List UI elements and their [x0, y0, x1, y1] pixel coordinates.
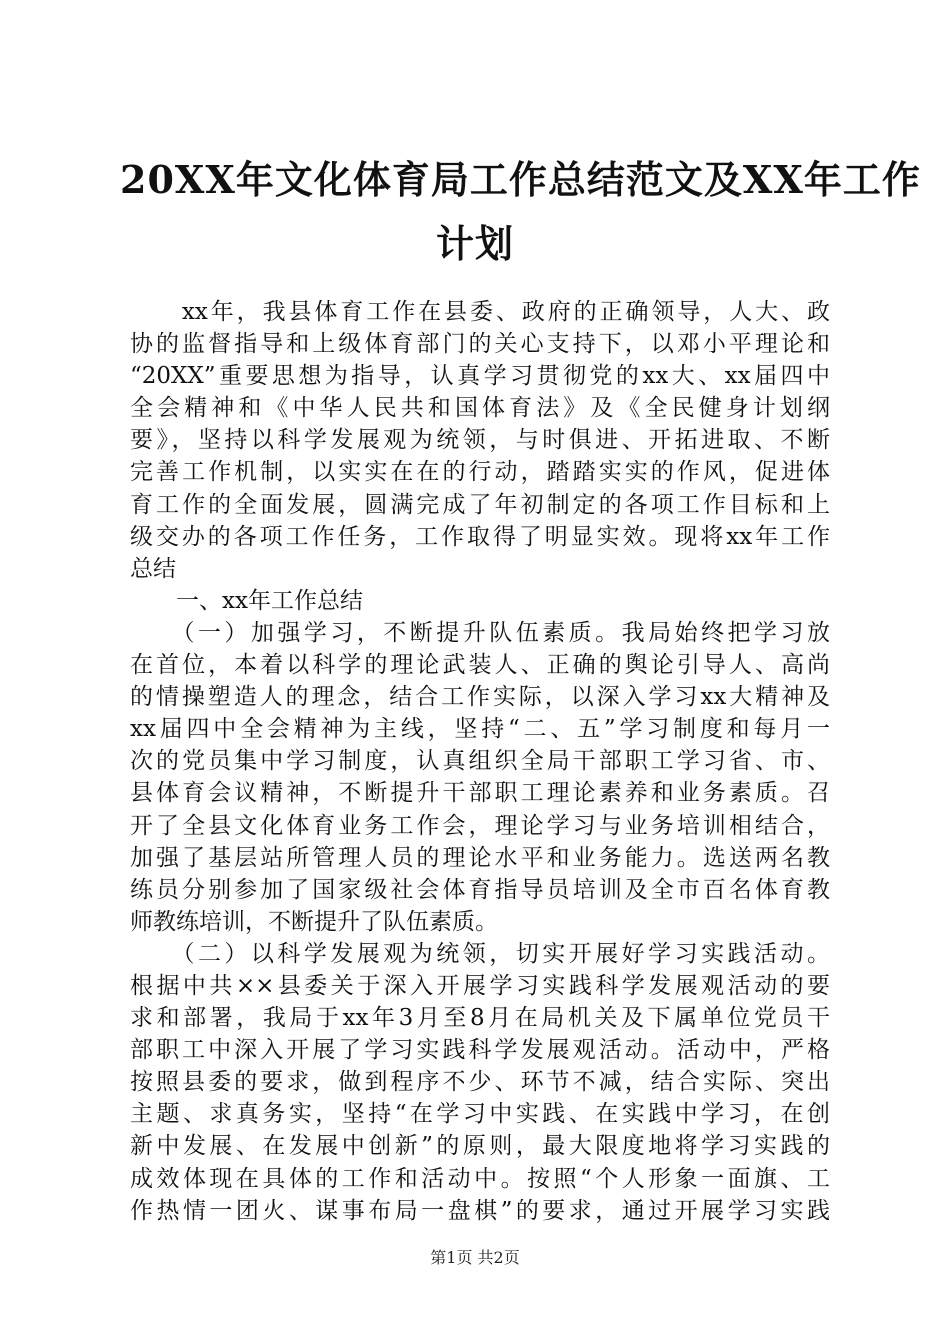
text-line: 次的党员集中学习制度，认真组织全局干部职工学习省、市、 [130, 748, 830, 775]
text-line: xx届四中全会精神为主线，坚持“二、五”学习制度和每月一 [130, 716, 830, 743]
text-line: 主题、求真务实，坚持“在学习中实践、在实践中学习，在创 [130, 1101, 830, 1128]
page-footer: 第1页 共2页 [430, 1248, 520, 1267]
text-line: 师教练培训，不断提升了队伍素质。 [130, 908, 498, 935]
text-line: 部职工中深入开展了学习实践科学发展观活动。活动中，严格 [130, 1037, 830, 1064]
text-line: 在首位，本着以科学的理论武装人、正确的舆论引导人、高尚 [130, 652, 830, 679]
text-line: （一）加强学习，不断提升队伍素质。我局始终把学习放 [130, 619, 830, 646]
text-line: 完善工作机制，以实实在在的行动，踏踏实实的作风，促进体 [130, 459, 830, 486]
text-line: 求和部署，我局于xx年3月至8月在局机关及下属单位党员干 [130, 1005, 830, 1032]
text-line: 的情操塑造人的理念，结合工作实际，以深入学习xx大精神及 [130, 684, 830, 711]
text-line: 按照县委的要求，做到程序不少、环节不减，结合实际、突出 [130, 1069, 830, 1096]
text-line: 总结 [130, 555, 176, 582]
paragraph-lines [130, 296, 830, 1227]
text-line: 作热情一团火、谋事布局一盘棋”的要求，通过开展学习实践 [130, 1197, 830, 1224]
text-line: 加强了基层站所管理人员的理论水平和业务能力。选送两名教 [130, 844, 830, 871]
text-line: （二）以科学发展观为统领，切实开展好学习实践活动。 [130, 940, 830, 967]
text-line: 一、xx年工作总结 [130, 587, 363, 614]
text-line: 县体育会议精神，不断提升干部职工理论素养和业务素质。召 [130, 780, 830, 807]
text-line: 新中发展、在发展中创新”的原则，最大限度地将学习实践的 [130, 1133, 830, 1160]
text-line: 育工作的全面发展，圆满完成了年初制定的各项工作目标和上 [130, 491, 830, 518]
text-line: 要》，坚持以科学发展观为统领，与时俱进、开拓进取、不断 [130, 427, 830, 454]
text-line: 成效体现在具体的工作和活动中。按照“个人形象一面旗、工 [130, 1165, 830, 1192]
text-line: 根据中共××县委关于深入开展学习实践科学发展观活动的要 [130, 972, 830, 999]
text-line: 协的监督指导和上级体育部门的关心支持下，以邓小平理论和 [130, 331, 830, 358]
document-title-line-2: 计划 [435, 221, 514, 266]
text-line: 全会精神和《中华人民共和国体育法》及《全民健身计划纲 [130, 395, 830, 422]
text-line: 练员分别参加了国家级社会体育指导员培训及全市百名体育教 [130, 876, 830, 903]
text-line: xx年，我县体育工作在县委、政府的正确领导，人大、政 [130, 299, 830, 325]
text-line: 开了全县文化体育业务工作会，理论学习与业务培训相结合， [130, 812, 830, 839]
text-line: “20XX”重要思想为指导，认真学习贯彻党的xx大、xx届四中 [130, 363, 830, 390]
document-title-line-1: 20XX年文化体育局工作总结范文及XX年工作 [120, 157, 921, 202]
text-line: 级交办的各项工作任务，工作取得了明显实效。现将xx年工作 [130, 523, 830, 550]
document-body [130, 296, 830, 1227]
